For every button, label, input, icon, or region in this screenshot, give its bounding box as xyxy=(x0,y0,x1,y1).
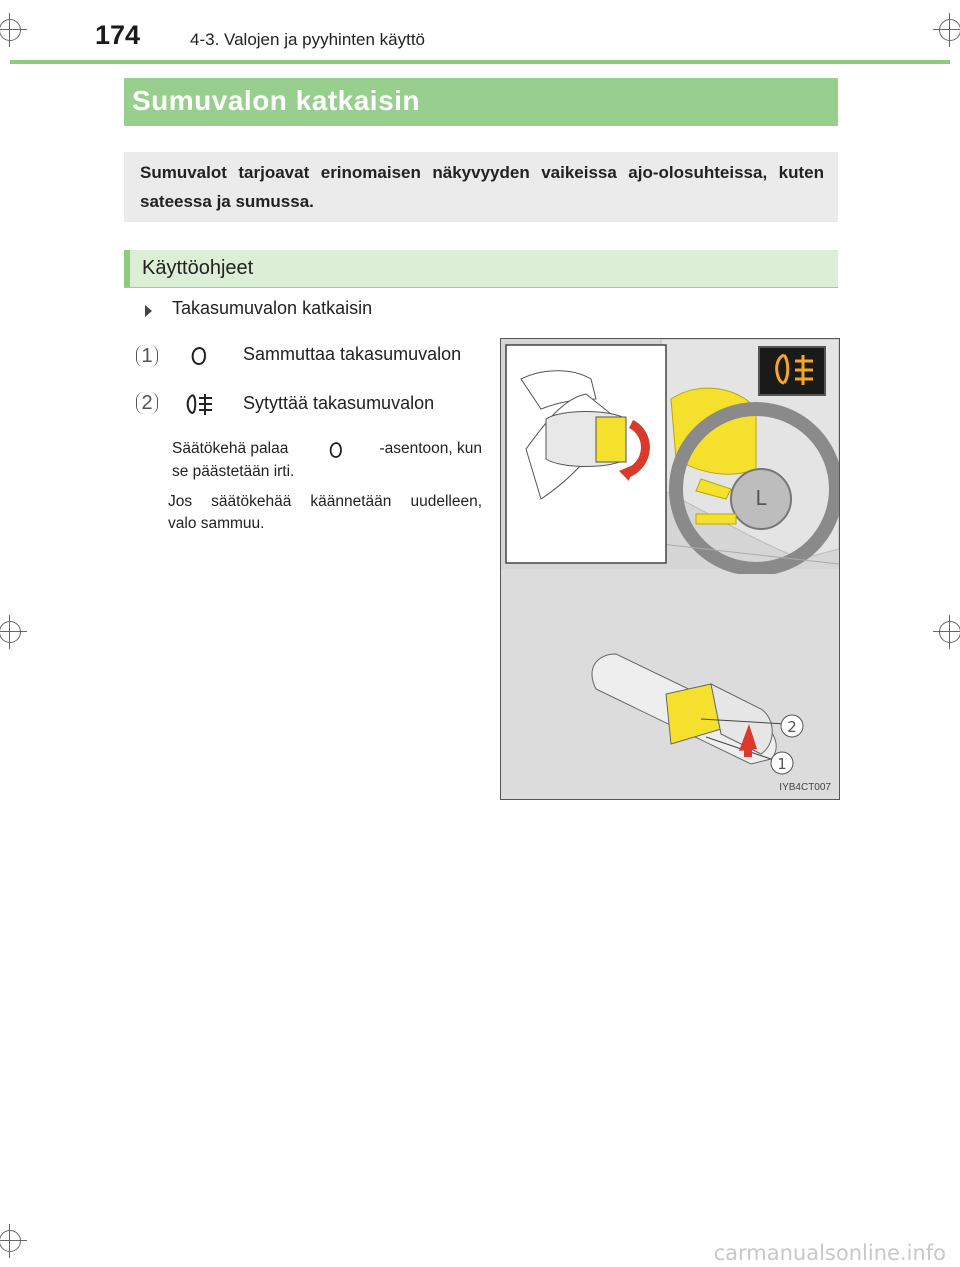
bullet-arrow-icon xyxy=(145,305,152,317)
note-text: Jos säätökehää käännetään uudelleen, xyxy=(168,493,482,510)
section-heading: Käyttöohjeet xyxy=(142,257,254,279)
callout-number: 2 xyxy=(787,718,797,736)
note-text: se päästetään irti. xyxy=(172,463,295,480)
svg-text:L: L xyxy=(755,486,767,510)
item-number: 2 xyxy=(136,392,158,414)
bullet-text: Takasumuvalon katkaisin xyxy=(172,298,373,318)
registration-mark xyxy=(939,19,960,41)
fog-light-off-icon xyxy=(328,441,344,459)
registration-mark xyxy=(0,19,21,41)
figure-code: IYB4CT007 xyxy=(779,782,831,793)
callout-number: 1 xyxy=(777,755,787,773)
title-bar xyxy=(124,78,838,126)
item-text: Sytyttää takasumuvalon xyxy=(243,393,435,413)
page-number: 174 xyxy=(95,20,141,50)
item-number: 1 xyxy=(136,345,158,367)
intro-text: Sumuvalot tarjoavat erinomaisen näkyvyyden vaikeissa ajo-olosuhteissa, kuten sateessa ja sumussa. xyxy=(140,163,824,211)
registration-mark xyxy=(939,621,960,643)
note-text: -asentoon, kun xyxy=(379,440,482,457)
section-heading-bar xyxy=(124,250,838,288)
page-title: Sumuvalon katkaisin xyxy=(132,85,421,116)
fog-light-off-icon xyxy=(190,346,208,366)
intro-box xyxy=(124,152,838,222)
note-text: valo sammuu. xyxy=(168,515,265,532)
switch-illustration xyxy=(501,339,839,799)
rear-fog-light-icon xyxy=(185,392,215,416)
registration-mark xyxy=(0,621,21,643)
note-text: Säätökehä palaa xyxy=(172,440,289,457)
footer-site: carmanualsonline.info xyxy=(713,1241,946,1265)
illustration xyxy=(500,338,840,800)
chapter-title: 4-3. Valojen ja pyyhinten käyttö xyxy=(190,30,425,49)
header-rule xyxy=(10,60,950,64)
registration-mark xyxy=(0,1230,21,1252)
item-text: Sammuttaa takasumuvalon xyxy=(243,344,462,364)
